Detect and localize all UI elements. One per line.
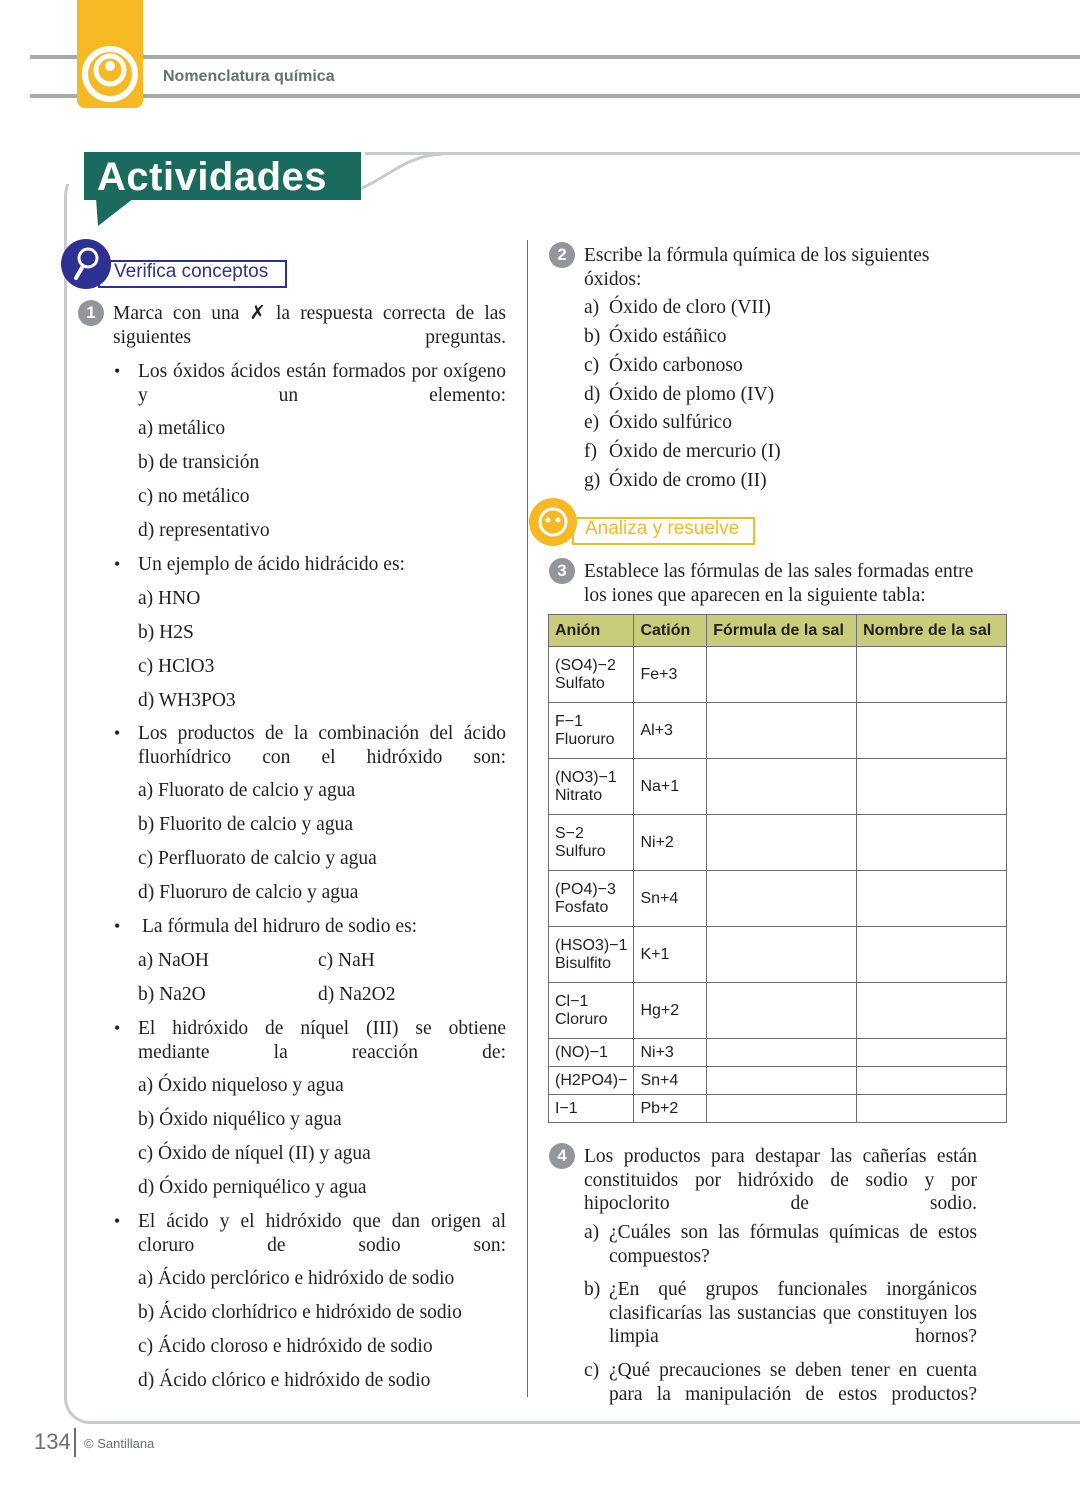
header-rule-top (30, 55, 1080, 59)
verifica-label: Verifica conceptos (114, 261, 269, 282)
salt-name-cell[interactable] (857, 1039, 1007, 1067)
analiza-label: Analiza y resuelve (585, 518, 740, 539)
cation-cell: Ni+2 (634, 815, 707, 871)
q2-letter: g) (584, 470, 601, 491)
q2-item: Óxido de mercurio (I) (609, 441, 781, 462)
q4-item: ¿Cuáles son las fórmulas químicas de estos compuestos? (609, 1222, 977, 1267)
table-row (549, 927, 1007, 983)
anion-name: Sulfato (555, 674, 605, 692)
anion-name: Fluoruro (555, 730, 615, 748)
salt-name-cell[interactable] (857, 983, 1007, 1039)
anion-formula: (H2PO4)− (549, 1067, 634, 1095)
anion-name: Fosfato (555, 898, 609, 916)
salt-name-cell[interactable] (857, 759, 1007, 815)
chapter-title: Nomenclatura química (163, 68, 335, 85)
footer-divider (74, 1428, 76, 1457)
spiral-logo-icon (77, 0, 143, 108)
q1-item-1-option[interactable]: c) no metálico (138, 486, 250, 507)
q1-item-2-option[interactable]: a) HNO (138, 588, 201, 609)
anion-formula: (HSO3)−1 (555, 936, 628, 954)
q1-item-1-option[interactable]: d) representativo (138, 520, 270, 541)
column-header: Nombre de la sal (857, 615, 1007, 647)
q2-letter: a) (584, 297, 600, 318)
q2-letter: d) (584, 384, 601, 405)
q4-letter: c) (584, 1360, 600, 1381)
column-header: Catión (634, 615, 707, 647)
salt-formula-cell[interactable] (707, 927, 857, 983)
q2-item: Óxido de cloro (VII) (609, 297, 771, 318)
salt-formula-cell[interactable] (707, 871, 857, 927)
q1-item-4-option[interactable]: c) NaH (318, 950, 375, 971)
page-number: 134 (34, 1429, 71, 1454)
q1-item-6-option[interactable]: a) Ácido perclórico e hidróxido de sodio (138, 1268, 455, 1289)
question-1-text: Marca con una ✗ la respuesta correcta de las siguientes preguntas. (113, 303, 506, 348)
cation-cell: Ni+3 (634, 1039, 707, 1067)
q1-item-5-option[interactable]: a) Óxido niqueloso y agua (138, 1075, 344, 1096)
salt-name-cell[interactable] (857, 703, 1007, 759)
q1-item-3-stem: Los productos de la combinación del ácido fluorhídrico con el hidróxido son: (138, 723, 506, 768)
cation-cell: Fe+3 (634, 647, 707, 703)
cation-cell: Al+3 (634, 703, 707, 759)
q4-letter: b) (584, 1279, 601, 1300)
anion-formula: F−1 (555, 712, 584, 730)
q1-item-5-stem: El hidróxido de níquel (III) se obtiene mediante la reacción de: (138, 1018, 506, 1063)
cation-cell: Sn+4 (634, 1067, 707, 1095)
q2-letter: b) (584, 326, 601, 347)
table-header-row (549, 615, 1007, 647)
cation-cell: Na+1 (634, 759, 707, 815)
question-3-text: Establece las fórmulas de las sales formadas entre los iones que aparecen en la siguiente tabla: (584, 561, 974, 606)
cation-cell: Pb+2 (634, 1095, 707, 1123)
chapter-tab (77, 0, 143, 108)
question-4-number: 4 (549, 1143, 575, 1169)
anion-formula: (NO3)−1 (555, 768, 617, 786)
salt-name-cell[interactable] (857, 815, 1007, 871)
frame-corner-curve (355, 150, 445, 194)
q2-item: Óxido estáñico (609, 326, 727, 347)
column-header: Anión (549, 615, 634, 647)
salt-formula-cell[interactable] (707, 815, 857, 871)
q2-item: Óxido carbonoso (609, 355, 743, 376)
cation-cell: Hg+2 (634, 983, 707, 1039)
q1-item-6-option[interactable]: d) Ácido clórico e hidróxido de sodio (138, 1370, 431, 1391)
q1-item-4-stem: La fórmula del hidruro de sodio es: (142, 916, 418, 937)
q2-item: Óxido de cromo (II) (609, 470, 767, 491)
table-row (549, 1039, 1007, 1067)
magnifier-icon (60, 238, 112, 290)
publisher: © Santillana (84, 1436, 155, 1451)
salt-formula-cell[interactable] (707, 759, 857, 815)
table-row (549, 983, 1007, 1039)
q2-letter: e) (584, 412, 600, 433)
anion-name: Cloruro (555, 1010, 608, 1028)
cation-cell: K+1 (634, 927, 707, 983)
salt-formula-cell[interactable] (707, 1039, 857, 1067)
question-2-text: Escribe la fórmula química de los siguientes óxidos: (584, 245, 930, 290)
table-row (549, 1067, 1007, 1095)
table-row (549, 647, 1007, 703)
salt-name-cell[interactable] (857, 1095, 1007, 1123)
q1-item-2-stem: Un ejemplo de ácido hidrácido es: (138, 554, 405, 575)
anion-formula: S−2 (555, 824, 584, 842)
salt-formula-cell[interactable] (707, 1067, 857, 1095)
q1-item-2-option[interactable]: b) H2S (138, 622, 194, 643)
header-rule-bottom (30, 94, 1080, 98)
q1-item-5-option[interactable]: d) Óxido perniquélico y agua (138, 1177, 367, 1198)
salt-formula-cell[interactable] (707, 983, 857, 1039)
q2-letter: f) (584, 441, 597, 462)
table-row (549, 703, 1007, 759)
salt-name-cell[interactable] (857, 647, 1007, 703)
anion-name: Nitrato (555, 786, 603, 804)
column-divider (527, 240, 528, 1397)
q1-item-2-option[interactable]: d) WH3PO3 (138, 690, 236, 711)
q1-item-4-option[interactable]: b) Na2O (138, 984, 206, 1005)
q1-item-3-option[interactable]: b) Fluorito de calcio y agua (138, 814, 353, 835)
q4-letter: a) (584, 1222, 600, 1243)
q1-item-6-stem: El ácido y el hidróxido que dan origen al cloruro de sodio son: (138, 1211, 506, 1256)
q1-item-5-option[interactable]: b) Óxido niquélico y agua (138, 1109, 342, 1130)
table-row (549, 871, 1007, 927)
column-header: Fórmula de la sal (707, 615, 857, 647)
table-row (549, 815, 1007, 871)
q2-item: Óxido de plomo (IV) (609, 384, 775, 405)
q1-item-1-option[interactable]: b) de transición (138, 452, 260, 473)
anion-formula: (SO4)−2 (555, 656, 616, 674)
question-3-number: 3 (549, 558, 575, 584)
q1-item-6-option[interactable]: b) Ácido clorhídrico e hidróxido de sodio (138, 1302, 462, 1323)
question-1-number: 1 (78, 300, 104, 326)
anion-formula: Cl−1 (555, 992, 589, 1010)
q1-item-6-option[interactable]: c) Ácido cloroso e hidróxido de sodio (138, 1336, 433, 1357)
q1-item-4-option[interactable]: d) Na2O2 (318, 984, 396, 1005)
q1-item-3-option[interactable]: a) Fluorato de calcio y agua (138, 780, 356, 801)
salt-formula-cell[interactable] (707, 1095, 857, 1123)
title-pointer-icon (96, 198, 136, 228)
table-row (549, 1095, 1007, 1123)
q1-item-3-option[interactable]: d) Fluoruro de calcio y agua (138, 882, 359, 903)
cation-cell: Sn+4 (634, 871, 707, 927)
salt-name-cell[interactable] (857, 927, 1007, 983)
question-4-text: Los productos para destapar las cañerías están constituidos por hidróxido de sodio y por hipoclorito de sodio. (584, 1146, 977, 1214)
anion-formula: (NO)−1 (549, 1039, 634, 1067)
q2-letter: c) (584, 355, 600, 376)
salts-table (548, 614, 1007, 1123)
q2-item: Óxido sulfúrico (609, 412, 732, 433)
q4-item: ¿En qué grupos funcionales inorgánicos clasificarías las sustancias que constituyen los limpia hornos? (609, 1279, 977, 1347)
q4-item: ¿Qué precauciones se deben tener en cuenta para la manipulación de estos productos? (609, 1360, 977, 1405)
salt-formula-cell[interactable] (707, 703, 857, 759)
q1-item-4-option[interactable]: a) NaOH (138, 950, 209, 971)
question-2-number: 2 (549, 242, 575, 268)
salt-name-cell[interactable] (857, 871, 1007, 927)
salt-formula-cell[interactable] (707, 647, 857, 703)
anion-formula: (PO4)−3 (555, 880, 616, 898)
q1-item-3-option[interactable]: c) Perfluorato de calcio y agua (138, 848, 377, 869)
q1-item-1-stem: Los óxidos ácidos están formados por oxígeno y un elemento: (138, 361, 506, 406)
q1-item-5-option[interactable]: c) Óxido de níquel (II) y agua (138, 1143, 371, 1164)
anion-name: Bisulfito (555, 954, 612, 972)
table-row (549, 759, 1007, 815)
q1-item-2-option[interactable]: c) HClO3 (138, 656, 215, 677)
q1-item-1-option[interactable]: a) metálico (138, 418, 226, 439)
anion-name: Sulfuro (555, 842, 606, 860)
anion-formula: I−1 (549, 1095, 634, 1123)
salt-name-cell[interactable] (857, 1067, 1007, 1095)
smiley-icon (528, 497, 578, 547)
activities-title: Actividades (97, 155, 328, 199)
